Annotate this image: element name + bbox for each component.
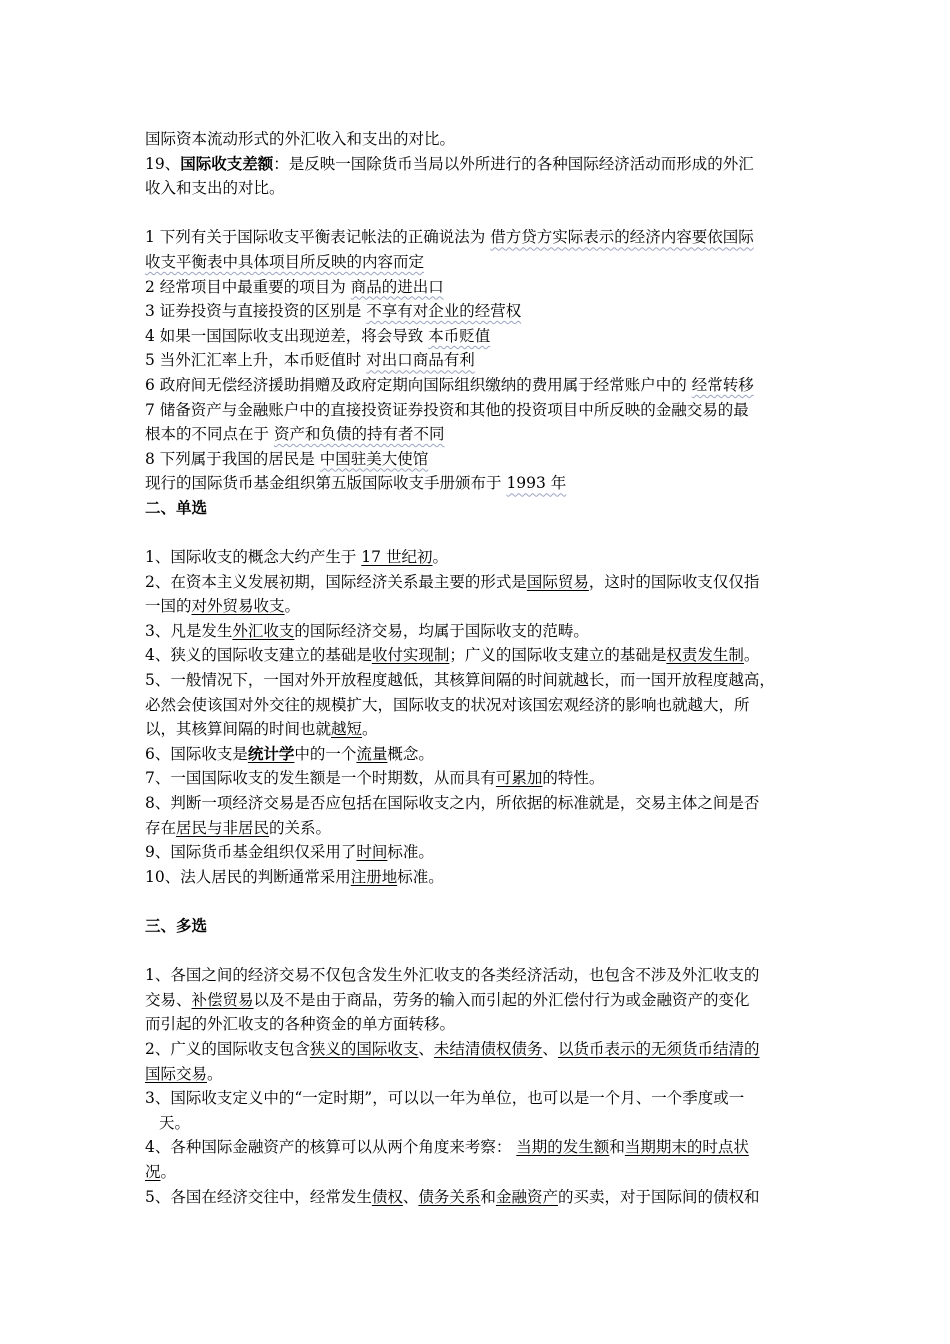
qa-line <box>145 471 815 496</box>
text-span: 根本的不同点在于 <box>145 425 274 444</box>
text-span: 3、国际收支定义中的“一定时期”，可以以一年为单位，也可以是一个月、一个季度或一 <box>145 1089 745 1108</box>
text-span: 1、国际收支的概念大约产生于 <box>145 548 362 567</box>
fill-answer: 统计学 <box>247 743 295 763</box>
list-item <box>145 668 815 693</box>
answer-text: 收支平衡表中具体项目所反映的内容而定 <box>145 252 425 271</box>
fill-answer: 当期期末的时点状 <box>624 1138 749 1157</box>
text-span: 19、 <box>145 154 181 173</box>
qa-line <box>145 299 815 324</box>
answer-text: 本币贬值 <box>428 326 491 345</box>
text-span: 以及不是由于商品，劳务的输入而引起的外汇偿付行为或金融资产的变化 <box>253 990 750 1009</box>
section-heading: 二、单选 <box>145 497 208 517</box>
text-span: 2 经常项目中最重要的项目为 <box>145 277 351 296</box>
fill-answer: 可累加 <box>495 769 543 788</box>
definition-line <box>145 176 815 201</box>
qa-line <box>145 348 815 373</box>
text-span: 。 <box>207 1064 223 1083</box>
text-span: 标准。 <box>387 843 434 862</box>
text-span: 中的一个 <box>294 744 357 763</box>
text-span: 天。 <box>159 1113 191 1132</box>
answer-text: 1993 年 <box>506 474 567 493</box>
fill-answer: 金融资产 <box>495 1187 558 1206</box>
list-item <box>145 717 815 742</box>
text-span: 的关系。 <box>269 818 332 837</box>
text-span: 2、在资本主义发展初期，国际经济关系最主要的形式是 <box>145 572 527 591</box>
list-item <box>145 545 815 570</box>
text-span: 3 证券投资与直接投资的区别是 <box>145 302 367 321</box>
text-span: 10、法人居民的判断通常采用 <box>145 867 351 886</box>
list-item <box>145 570 815 595</box>
text-span: 9、国际货币基金组织仅采用了 <box>145 843 357 862</box>
qa-line <box>145 373 815 398</box>
answer-text: 对出口商品有利 <box>366 351 475 370</box>
text-span: 国际资本流动形式的外汇收入和支出的对比。 <box>145 130 456 148</box>
fill-answer: 收付实现制 <box>371 646 450 665</box>
list-item <box>145 816 815 841</box>
text-span: 2、广义的国际收支包含 <box>145 1039 310 1058</box>
answer-text: 经常转移 <box>691 375 754 394</box>
text-span: 和 <box>480 1187 496 1206</box>
text-span: 的特性。 <box>542 769 605 788</box>
text-span: 、 <box>542 1039 558 1058</box>
fill-answer: 以货币表示的无须货币结清的 <box>557 1039 760 1058</box>
text-span: 现行的国际货币基金组织第五版国际收支手册颁布于 <box>145 474 507 493</box>
text-span: 5、各国在经济交往中，经常发生 <box>145 1187 372 1206</box>
text-span: 标准。 <box>397 867 444 886</box>
qa-line <box>145 250 815 275</box>
list-item <box>145 1111 815 1136</box>
fill-answer: 当期的发生额 <box>516 1138 610 1157</box>
qa-line <box>145 324 815 349</box>
fill-answer: 国际交易 <box>145 1064 208 1083</box>
text-span: 。 <box>362 720 378 739</box>
text-span: 和 <box>609 1138 625 1157</box>
text-span: ：是反映一国除货币当局以外所进行的各种国际经济活动而形成的外汇 <box>273 154 754 173</box>
text-span: 7、一国国际收支的发生额是一个时期数，从而具有 <box>145 769 496 788</box>
text-span: 必然会使该国对外交往的规模扩大，国际收支的状况对该国宏观经济的影响也就越大，所 <box>145 695 750 714</box>
qa-line <box>145 398 815 423</box>
list-item <box>145 1135 815 1160</box>
blank-line <box>145 521 815 546</box>
text-span: 1、各国之间的经济交易不仅包含发生外汇收支的各类经济活动，也包含不涉及外汇收支的 <box>145 966 760 985</box>
fill-answer: 对外贸易收支 <box>191 597 285 616</box>
list-item <box>145 791 815 816</box>
fill-answer: 注册地 <box>350 867 398 886</box>
term-bold: 国际收支差额 <box>180 153 274 173</box>
text-span: 。 <box>432 548 448 567</box>
list-item <box>145 1037 815 1062</box>
list-item <box>145 594 815 619</box>
text-span: 的国际经济交易，均属于国际收支的范畴。 <box>294 621 589 640</box>
fill-answer: 况 <box>145 1162 161 1181</box>
text-span: 4、各种国际金融资产的核算可以从两个角度来考察： <box>145 1138 517 1157</box>
list-item <box>145 1185 815 1210</box>
text-span: 而引起的外汇收支的各种资金的单方面转移。 <box>145 1015 456 1034</box>
text-span: 、 <box>402 1187 419 1206</box>
fill-answer: 国际贸易 <box>526 572 589 591</box>
text-span: 7 储备资产与金融账户中的直接投资证券投资和其他的投资项目中所反映的金融交易的最 <box>145 400 749 419</box>
fill-answer: 未结清债权债务 <box>433 1039 543 1058</box>
text-span: 8、判断一项经济交易是否应包括在国际收支之内，所依据的标准就是，交易主体之间是否 <box>145 794 760 813</box>
text-span: 、 <box>418 1039 434 1058</box>
answer-text: 中国驻美大使馆 <box>319 449 429 468</box>
fill-answer: 债务关系 <box>418 1187 481 1206</box>
fill-answer: 居民与非居民 <box>176 818 270 837</box>
text-span: ，这时的国际收支仅仅指 <box>588 572 760 591</box>
fill-answer: 补偿贸易 <box>191 990 254 1009</box>
text-span: 3、凡是发生 <box>145 621 233 640</box>
answer-text: 商品的进出口 <box>350 277 444 296</box>
fill-answer: 17 世纪初 <box>361 548 433 567</box>
list-item <box>145 643 815 668</box>
fill-answer: 权责发生制 <box>666 646 744 665</box>
text-span: 。 <box>160 1162 177 1181</box>
text-span: 交易、 <box>145 990 192 1009</box>
intro-line <box>145 127 815 152</box>
section-heading: 三、多选 <box>145 916 208 935</box>
text-span: 5 当外汇汇率上升，本币贬值时 <box>145 351 367 370</box>
answer-text: 借方贷方实际表示的经济内容要依国际 <box>490 228 754 247</box>
fill-answer: 债权 <box>371 1187 403 1206</box>
text-span: 存在 <box>145 818 177 837</box>
qa-line <box>145 447 815 472</box>
text-span: 的买卖，对于国际间的债权和 <box>557 1187 760 1206</box>
blank-line <box>145 889 815 914</box>
fill-answer: 流量 <box>356 744 388 763</box>
list-item <box>145 840 815 865</box>
list-item <box>145 1160 815 1185</box>
list-item <box>145 988 815 1013</box>
text-span: ；广义的国际收支建立的基础是 <box>449 646 667 665</box>
list-item <box>145 1012 815 1037</box>
text-span: 8 下列属于我国的居民是 <box>145 449 320 468</box>
list-item <box>145 693 815 718</box>
answer-text: 不享有对企业的经营权 <box>366 302 522 321</box>
text-span: 。 <box>743 646 760 665</box>
list-item <box>145 1086 815 1111</box>
list-item <box>145 619 815 644</box>
answer-text: 资产和负债的持有者不同 <box>273 425 445 444</box>
blank-line <box>145 939 815 964</box>
definition-line <box>145 152 815 177</box>
fill-answer: 外汇收支 <box>232 621 295 640</box>
text-span: 收入和支出的对比。 <box>145 179 285 198</box>
text-span: 。 <box>284 597 301 616</box>
list-item <box>145 742 815 767</box>
qa-line <box>145 225 815 250</box>
text-span: 6、国际收支是 <box>145 744 248 763</box>
text-span: 1 下列有关于国际收支平衡表记帐法的正确说法为 <box>145 228 491 247</box>
text-span: 4 如果一国国际收支出现逆差，将会导致 <box>145 326 429 345</box>
qa-line <box>145 422 815 447</box>
text-span: 概念。 <box>387 744 434 763</box>
text-span: 5、一般情况下，一国对外开放程度越低，其核算间隔的时间就越长，而一国开放程度越高， <box>145 671 775 690</box>
text-span: 6 政府间无偿经济援助捐赠及政府定期向国际组织缴纳的费用属于经常账户中的 <box>145 375 692 394</box>
list-item <box>145 1062 815 1087</box>
document-body <box>145 127 815 1209</box>
list-item <box>145 766 815 791</box>
qa-line <box>145 275 815 300</box>
list-item <box>145 963 815 988</box>
text-span: 4、狭义的国际收支建立的基础是 <box>145 646 372 665</box>
list-item <box>145 865 815 890</box>
fill-answer: 狭义的国际收支 <box>309 1039 419 1058</box>
fill-answer: 越短 <box>331 720 363 739</box>
text-span: 以，其核算间隔的时间也就 <box>145 720 332 739</box>
blank-line <box>145 201 815 226</box>
text-span: 一国的 <box>145 597 192 616</box>
fill-answer: 时间 <box>356 843 388 862</box>
